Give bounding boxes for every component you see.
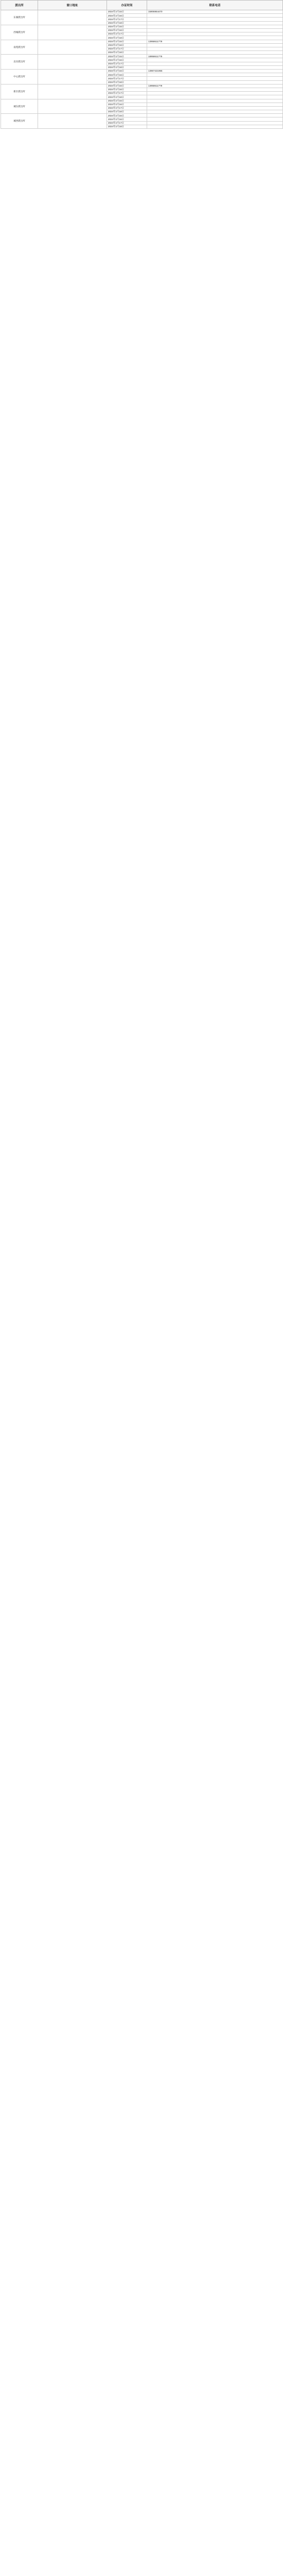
phone-cell	[147, 121, 283, 125]
date-cell: 2024年2月16日	[107, 58, 147, 62]
date-cell: 2024年2月18日	[107, 21, 147, 25]
phone-cell	[147, 47, 283, 50]
date-cell: 2024年2月16日	[107, 88, 147, 91]
phone-cell	[147, 36, 283, 40]
date-cell: 2024年2月17日	[107, 18, 147, 21]
date-cell: 2024年2月17日	[107, 32, 147, 36]
address-cell	[38, 40, 107, 55]
office-cell: 中心派出所	[1, 70, 38, 84]
table-row	[1, 55, 283, 58]
table-row	[1, 114, 283, 117]
date-cell: 2024年2月15日	[107, 114, 147, 117]
phone-cell	[147, 77, 283, 80]
address-cell	[38, 10, 107, 25]
date-cell: 2024年2月15日	[107, 55, 147, 58]
phone-cell: 15906954470	[147, 10, 283, 14]
date-cell: 2024年2月15日	[107, 10, 147, 14]
phone-cell: 13958611779	[147, 84, 283, 88]
date-cell: 2024年2月17日	[107, 106, 147, 110]
phone-cell	[147, 73, 283, 77]
table-row	[1, 40, 283, 43]
phone-cell	[147, 14, 283, 18]
office-cell: 新区派出所	[1, 84, 38, 99]
phone-cell	[147, 125, 283, 128]
table-row	[1, 10, 283, 14]
schedule-table	[1, 0, 283, 129]
date-cell: 2024年2月15日	[107, 70, 147, 73]
table-row	[1, 25, 283, 28]
date-cell: 2024年2月16日	[107, 73, 147, 77]
phone-cell: 13967421966	[147, 70, 283, 73]
date-cell: 2024年2月18日	[107, 110, 147, 114]
date-cell: 2024年2月18日	[107, 125, 147, 128]
phone-cell	[147, 114, 283, 117]
date-cell: 2024年2月17日	[107, 62, 147, 65]
date-cell: 2024年2月18日	[107, 36, 147, 40]
office-cell: 西城派出所	[1, 25, 38, 40]
phone-cell	[147, 25, 283, 28]
date-cell: 2024年2月18日	[107, 95, 147, 99]
table-body	[1, 10, 283, 129]
table-row	[1, 99, 283, 103]
phone-cell	[147, 92, 283, 95]
phone-cell: 18958611779	[147, 55, 283, 58]
date-cell: 2024年2月17日	[107, 121, 147, 125]
address-cell	[38, 70, 107, 84]
date-cell: 2024年2月16日	[107, 14, 147, 18]
date-cell: 2024年2月17日	[107, 47, 147, 50]
header-phone: 联系电话	[147, 1, 283, 10]
phone-cell	[147, 103, 283, 106]
phone-cell	[147, 65, 283, 69]
date-cell: 2024年2月18日	[107, 80, 147, 84]
phone-cell: 13958611779	[147, 40, 283, 43]
address-cell	[38, 114, 107, 129]
header-date: 办证时间	[107, 1, 147, 10]
phone-cell	[147, 99, 283, 103]
header-row	[1, 1, 283, 10]
document-page	[1, 0, 282, 129]
phone-cell	[147, 88, 283, 91]
date-cell: 2024年2月15日	[107, 84, 147, 88]
address-cell	[38, 55, 107, 70]
address-cell	[38, 84, 107, 99]
phone-cell	[147, 58, 283, 62]
office-cell: 城西派出所	[1, 114, 38, 129]
phone-cell	[147, 62, 283, 65]
phone-cell	[147, 18, 283, 21]
phone-cell	[147, 21, 283, 25]
phone-cell	[147, 117, 283, 121]
date-cell: 2024年2月17日	[107, 92, 147, 95]
date-cell: 2024年2月16日	[107, 43, 147, 47]
phone-cell	[147, 110, 283, 114]
office-cell: 东湖派出所	[1, 10, 38, 25]
date-cell: 2024年2月16日	[107, 103, 147, 106]
date-cell: 2024年2月18日	[107, 51, 147, 55]
date-cell: 2024年2月18日	[107, 65, 147, 69]
header-office: 派出所	[1, 1, 38, 10]
phone-cell	[147, 106, 283, 110]
date-cell: 2024年2月15日	[107, 25, 147, 28]
date-cell: 2024年2月17日	[107, 77, 147, 80]
table-row	[1, 70, 283, 73]
office-cell: 城东派出所	[1, 99, 38, 114]
header-address: 窗口地址	[38, 1, 107, 10]
phone-cell	[147, 51, 283, 55]
phone-cell	[147, 80, 283, 84]
date-cell: 2024年2月16日	[107, 117, 147, 121]
address-cell	[38, 25, 107, 40]
phone-cell	[147, 32, 283, 36]
phone-cell	[147, 43, 283, 47]
table-row	[1, 84, 283, 88]
date-cell: 2024年2月15日	[107, 99, 147, 103]
phone-cell	[147, 95, 283, 99]
phone-cell	[147, 28, 283, 32]
office-cell: 南苑派出所	[1, 40, 38, 55]
date-cell: 2024年2月15日	[107, 40, 147, 43]
office-cell: 北岸派出所	[1, 55, 38, 70]
date-cell: 2024年2月16日	[107, 28, 147, 32]
address-cell	[38, 99, 107, 114]
